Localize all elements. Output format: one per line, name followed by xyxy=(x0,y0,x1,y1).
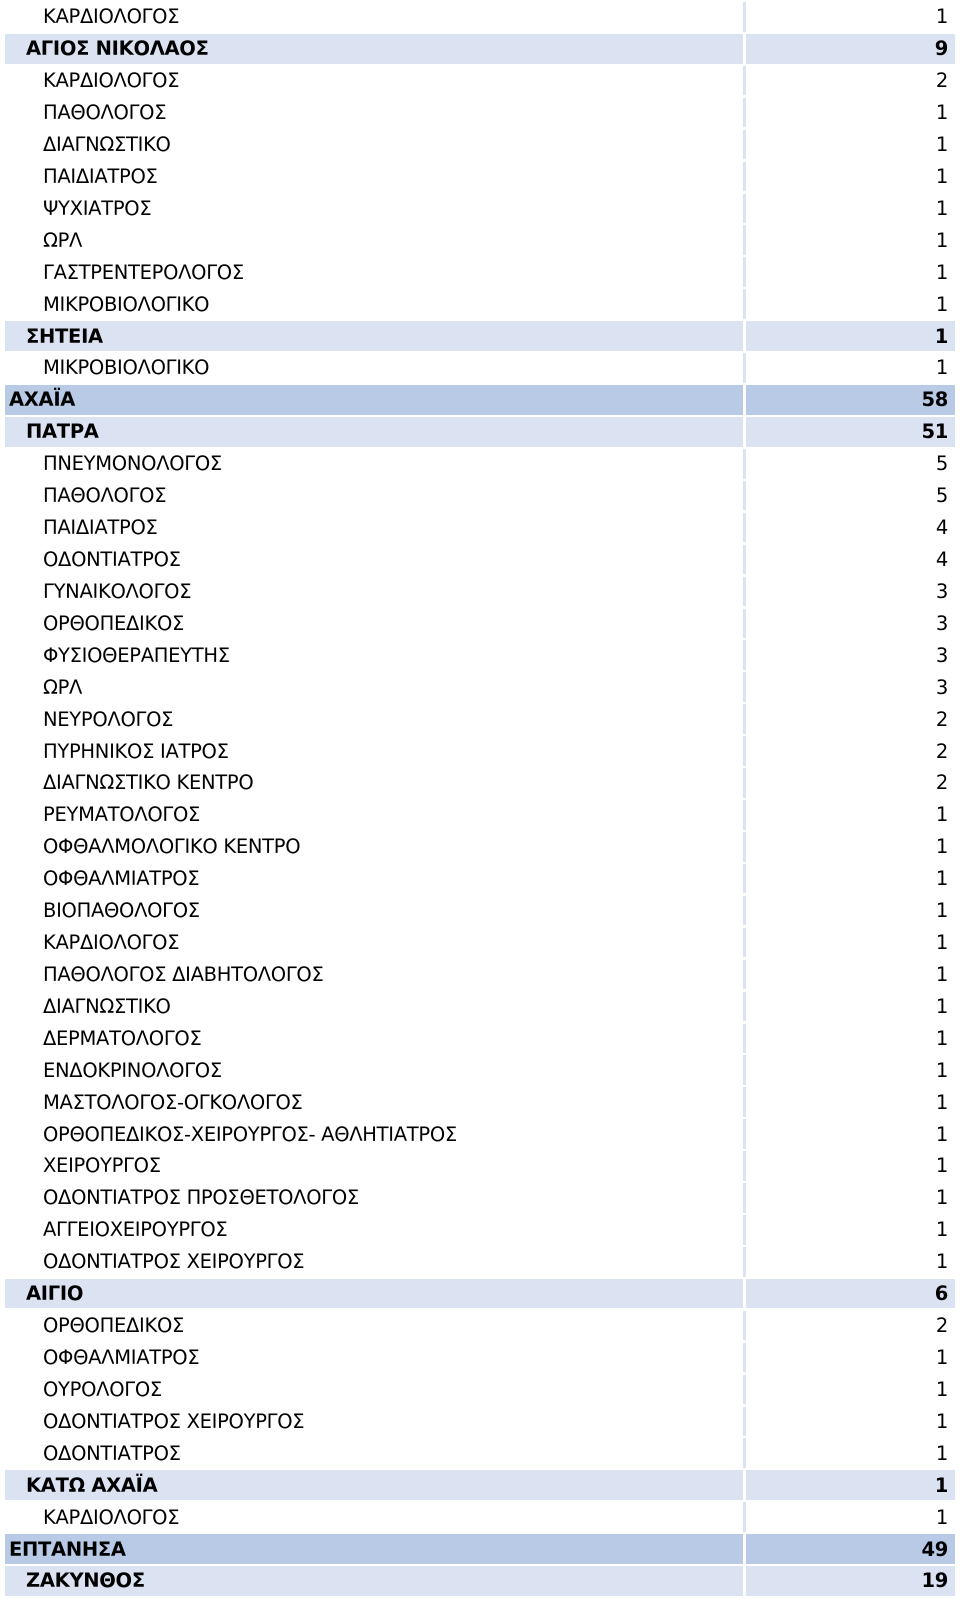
specialty-row xyxy=(5,1343,955,1373)
value-cell xyxy=(746,481,955,511)
row-label: ΠΑΤΡΑ xyxy=(26,420,99,444)
label-cell xyxy=(5,321,746,351)
value-cell xyxy=(746,257,955,287)
label-cell xyxy=(5,194,746,224)
label-cell xyxy=(5,257,746,287)
specialty-row xyxy=(5,577,955,607)
row-label: ΚΑΡΔΙΟΛΟΓΟΣ xyxy=(43,1505,180,1529)
row-count: 1 xyxy=(935,1186,948,1210)
specialty-row xyxy=(5,98,955,128)
row-count: 1 xyxy=(935,5,948,29)
row-label: ΚΑΡΔΙΟΛΟΓΟΣ xyxy=(43,931,180,955)
specialty-row xyxy=(5,768,955,798)
value-cell xyxy=(746,672,955,702)
specialty-row xyxy=(5,960,955,990)
value-cell xyxy=(746,960,955,990)
row-count: 3 xyxy=(935,611,948,635)
specialty-row xyxy=(5,1502,955,1532)
specialty-row xyxy=(5,1215,955,1245)
row-count: 4 xyxy=(935,547,948,571)
value-cell xyxy=(746,609,955,639)
row-label: ΟΦΘΑΛΜΙΑΤΡΟΣ xyxy=(43,1346,200,1370)
row-count: 1 xyxy=(935,835,948,859)
specialty-row xyxy=(5,1055,955,1085)
label-cell xyxy=(5,449,746,479)
row-label: ΒΙΟΠΑΘΟΛΟΓΟΣ xyxy=(43,899,200,923)
row-label: ΑΧΑΪΑ xyxy=(9,388,76,412)
city-row xyxy=(5,1279,955,1309)
row-count: 5 xyxy=(935,452,948,476)
label-cell xyxy=(5,34,746,64)
label-cell xyxy=(5,640,746,670)
label-cell xyxy=(5,545,746,575)
row-count: 2 xyxy=(935,707,948,731)
row-count: 2 xyxy=(935,1314,948,1338)
value-cell xyxy=(746,1375,955,1405)
specialty-row xyxy=(5,162,955,192)
row-count: 49 xyxy=(921,1537,948,1561)
value-cell xyxy=(746,1311,955,1341)
city-row xyxy=(5,321,955,351)
specialty-row xyxy=(5,1311,955,1341)
specialty-row xyxy=(5,864,955,894)
row-label: ΠΑΘΟΛΟΓΟΣ ΔΙΑΒΗΤΟΛΟΓΟΣ xyxy=(43,962,324,986)
label-cell xyxy=(5,1183,746,1213)
row-label: ΟΦΘΑΛΜΟΛΟΓΙΚΟ ΚΕΝΤΡΟ xyxy=(43,835,301,859)
specialty-row xyxy=(5,353,955,383)
label-cell xyxy=(5,896,746,926)
row-label: ΩΡΛ xyxy=(43,675,83,699)
row-label: ΑΓΓΕΙΟΧΕΙΡΟΥΡΓΟΣ xyxy=(43,1218,228,1242)
value-cell xyxy=(746,1215,955,1245)
label-cell xyxy=(5,800,746,830)
row-label: ΠΑΘΟΛΟΓΟΣ xyxy=(43,484,167,508)
label-cell xyxy=(5,1119,746,1149)
specialty-row xyxy=(5,513,955,543)
value-cell xyxy=(746,992,955,1022)
row-label: ΠΥΡΗΝΙΚΟΣ ΙΑΤΡΟΣ xyxy=(43,739,229,763)
label-cell xyxy=(5,385,746,415)
row-label: ΔΕΡΜΑΤΟΛΟΓΟΣ xyxy=(43,1026,202,1050)
city-row xyxy=(5,1470,955,1500)
value-cell xyxy=(746,1024,955,1054)
value-cell xyxy=(746,768,955,798)
row-count: 1 xyxy=(935,228,948,252)
row-label: ΝΕΥΡΟΛΟΓΟΣ xyxy=(43,707,174,731)
row-label: ΜΙΚΡΟΒΙΟΛΟΓΙΚΟ xyxy=(43,356,210,380)
label-cell xyxy=(5,864,746,894)
value-cell xyxy=(746,640,955,670)
row-label: ΓΑΣΤΡΕΝΤΕΡΟΛΟΓΟΣ xyxy=(43,260,244,284)
specialty-row xyxy=(5,130,955,160)
value-cell xyxy=(746,800,955,830)
value-cell xyxy=(746,1183,955,1213)
specialty-row xyxy=(5,1375,955,1405)
specialty-row xyxy=(5,704,955,734)
label-cell xyxy=(5,672,746,702)
value-cell xyxy=(746,1438,955,1468)
specialty-row xyxy=(5,1119,955,1149)
row-label: ΟΡΘΟΠΕΔΙΚΟΣ xyxy=(43,611,185,635)
label-cell xyxy=(5,1087,746,1117)
value-cell xyxy=(746,928,955,958)
row-label: ΜΙΚΡΟΒΙΟΛΟΓΙΚΟ xyxy=(43,292,210,316)
label-cell xyxy=(5,1502,746,1532)
label-cell xyxy=(5,353,746,383)
row-label: ΣΗΤΕΙΑ xyxy=(26,324,103,348)
row-label: ΡΕΥΜΑΤΟΛΟΓΟΣ xyxy=(43,803,201,827)
row-count: 1 xyxy=(935,1154,948,1178)
specialty-row xyxy=(5,1087,955,1117)
row-label: ΜΑΣΤΟΛΟΓΟΣ-ΟΓΚΟΛΟΓΟΣ xyxy=(43,1090,303,1114)
label-cell xyxy=(5,736,746,766)
row-label: ΔΙΑΓΝΩΣΤΙΚΟ ΚΕΝΤΡΟ xyxy=(43,771,254,795)
label-cell xyxy=(5,1311,746,1341)
row-count: 2 xyxy=(935,771,948,795)
row-label: ΑΙΓΙΟ xyxy=(26,1282,84,1306)
row-label: ΟΔΟΝΤΙΑΤΡΟΣ ΧΕΙΡΟΥΡΓΟΣ xyxy=(43,1409,305,1433)
value-cell xyxy=(746,353,955,383)
specialty-row xyxy=(5,1438,955,1468)
value-cell xyxy=(746,864,955,894)
label-cell xyxy=(5,1279,746,1309)
label-cell xyxy=(5,960,746,990)
label-cell xyxy=(5,1407,746,1437)
row-label: ΟΦΘΑΛΜΙΑΤΡΟΣ xyxy=(43,867,200,891)
value-cell xyxy=(746,1502,955,1532)
specialty-row xyxy=(5,481,955,511)
value-cell xyxy=(746,1151,955,1181)
label-cell xyxy=(5,162,746,192)
specialty-row xyxy=(5,2,955,32)
row-label: ΠΑΙΔΙΑΤΡΟΣ xyxy=(43,516,158,540)
row-count: 2 xyxy=(935,739,948,763)
label-cell xyxy=(5,704,746,734)
value-cell xyxy=(746,449,955,479)
label-cell xyxy=(5,1247,746,1277)
row-count: 58 xyxy=(921,388,948,412)
value-cell xyxy=(746,66,955,96)
value-cell xyxy=(746,577,955,607)
row-label: ΔΙΑΓΝΩΣΤΙΚΟ xyxy=(43,132,171,156)
value-cell xyxy=(746,1534,955,1564)
label-cell xyxy=(5,832,746,862)
specialty-row xyxy=(5,992,955,1022)
specialty-row xyxy=(5,736,955,766)
row-label: ΕΠΤΑΝΗΣΑ xyxy=(9,1537,126,1561)
row-label: ΟΥΡΟΛΟΓΟΣ xyxy=(43,1377,162,1401)
row-label: ΖΑΚΥΝΘΟΣ xyxy=(26,1569,145,1593)
value-cell xyxy=(746,289,955,319)
row-label: ΚΑΡΔΙΟΛΟΓΟΣ xyxy=(43,5,180,29)
value-cell xyxy=(746,513,955,543)
specialty-row xyxy=(5,545,955,575)
row-label: ΓΥΝΑΙΚΟΛΟΓΟΣ xyxy=(43,579,192,603)
row-count: 6 xyxy=(934,1282,948,1306)
value-cell xyxy=(746,130,955,160)
row-count: 1 xyxy=(935,1409,948,1433)
row-count: 1 xyxy=(935,1377,948,1401)
value-cell xyxy=(746,98,955,128)
value-cell xyxy=(746,896,955,926)
row-count: 1 xyxy=(935,132,948,156)
value-cell xyxy=(746,1119,955,1149)
row-label: ΟΔΟΝΤΙΑΤΡΟΣ ΧΕΙΡΟΥΡΓΟΣ xyxy=(43,1250,305,1274)
label-cell xyxy=(5,98,746,128)
value-cell xyxy=(746,417,955,447)
row-label: ΚΑΤΩ ΑΧΑΪΑ xyxy=(26,1473,158,1497)
label-cell xyxy=(5,1566,746,1596)
value-cell xyxy=(746,321,955,351)
row-label: ΔΙΑΓΝΩΣΤΙΚΟ xyxy=(43,994,171,1018)
row-label: ΟΡΘΟΠΕΔΙΚΟΣ xyxy=(43,1314,185,1338)
value-cell xyxy=(746,736,955,766)
label-cell xyxy=(5,1375,746,1405)
row-count: 1 xyxy=(935,1250,948,1274)
row-count: 19 xyxy=(921,1569,948,1593)
row-label: ΟΔΟΝΤΙΑΤΡΟΣ ΠΡΟΣΘΕΤΟΛΟΓΟΣ xyxy=(43,1186,359,1210)
label-cell xyxy=(5,289,746,319)
row-count: 5 xyxy=(935,484,948,508)
row-count: 1 xyxy=(935,1026,948,1050)
row-count: 3 xyxy=(935,675,948,699)
label-cell xyxy=(5,1215,746,1245)
row-count: 1 xyxy=(935,260,948,284)
row-count: 9 xyxy=(934,37,948,61)
value-cell xyxy=(746,2,955,32)
row-count: 1 xyxy=(935,292,948,316)
specialty-row xyxy=(5,800,955,830)
row-count: 1 xyxy=(935,1218,948,1242)
city-row xyxy=(5,1566,955,1596)
specialty-row xyxy=(5,1151,955,1181)
row-count: 3 xyxy=(935,579,948,603)
label-cell xyxy=(5,992,746,1022)
value-cell xyxy=(746,1566,955,1596)
specialty-row xyxy=(5,1407,955,1437)
value-cell xyxy=(746,704,955,734)
label-cell xyxy=(5,577,746,607)
label-cell xyxy=(5,481,746,511)
value-cell xyxy=(746,1087,955,1117)
row-count: 1 xyxy=(935,1441,948,1465)
label-cell xyxy=(5,513,746,543)
label-cell xyxy=(5,1151,746,1181)
row-count: 1 xyxy=(935,101,948,125)
row-count: 1 xyxy=(935,994,948,1018)
row-label: ΠΑΘΟΛΟΓΟΣ xyxy=(43,101,167,125)
label-cell xyxy=(5,225,746,255)
city-row xyxy=(5,417,955,447)
value-cell xyxy=(746,1407,955,1437)
row-count: 1 xyxy=(934,1473,948,1497)
row-count: 1 xyxy=(935,356,948,380)
row-count: 1 xyxy=(935,803,948,827)
row-count: 1 xyxy=(935,962,948,986)
row-count: 1 xyxy=(935,899,948,923)
value-cell xyxy=(746,162,955,192)
specialty-count-table xyxy=(5,2,955,1598)
specialty-row xyxy=(5,1247,955,1277)
value-cell xyxy=(746,832,955,862)
label-cell xyxy=(5,66,746,96)
region-row xyxy=(5,1534,955,1564)
row-count: 1 xyxy=(935,867,948,891)
row-count: 1 xyxy=(935,1346,948,1370)
specialty-row xyxy=(5,832,955,862)
specialty-row xyxy=(5,1024,955,1054)
row-label: ΕΝΔΟΚΡΙΝΟΛΟΓΟΣ xyxy=(43,1058,222,1082)
specialty-row xyxy=(5,640,955,670)
value-cell xyxy=(746,1470,955,1500)
row-label: ΠΝΕΥΜΟΝΟΛΟΓΟΣ xyxy=(43,452,222,476)
row-count: 1 xyxy=(935,931,948,955)
label-cell xyxy=(5,768,746,798)
row-count: 1 xyxy=(935,1122,948,1146)
row-count: 1 xyxy=(935,164,948,188)
row-label: ΨΥΧΙΑΤΡΟΣ xyxy=(43,196,152,220)
row-count: 4 xyxy=(935,516,948,540)
row-count: 3 xyxy=(935,643,948,667)
row-label: ΦΥΣΙΟΘΕΡΑΠΕΥΤΗΣ xyxy=(43,643,230,667)
specialty-row xyxy=(5,672,955,702)
label-cell xyxy=(5,417,746,447)
label-cell xyxy=(5,130,746,160)
value-cell xyxy=(746,225,955,255)
label-cell xyxy=(5,1024,746,1054)
value-cell xyxy=(746,1343,955,1373)
row-label: ΟΔΟΝΤΙΑΤΡΟΣ xyxy=(43,547,181,571)
specialty-row xyxy=(5,449,955,479)
row-count: 1 xyxy=(935,1090,948,1114)
value-cell xyxy=(746,1055,955,1085)
value-cell xyxy=(746,1279,955,1309)
row-count: 51 xyxy=(921,420,948,444)
row-label: ΚΑΡΔΙΟΛΟΓΟΣ xyxy=(43,69,180,93)
specialty-row xyxy=(5,66,955,96)
label-cell xyxy=(5,928,746,958)
label-cell xyxy=(5,2,746,32)
value-cell xyxy=(746,34,955,64)
row-label: ΑΓΙΟΣ ΝΙΚΟΛΑΟΣ xyxy=(26,37,209,61)
label-cell xyxy=(5,609,746,639)
value-cell xyxy=(746,545,955,575)
label-cell xyxy=(5,1055,746,1085)
row-count: 1 xyxy=(935,1058,948,1082)
specialty-row xyxy=(5,225,955,255)
specialty-row xyxy=(5,289,955,319)
row-label: ΠΑΙΔΙΑΤΡΟΣ xyxy=(43,164,158,188)
label-cell xyxy=(5,1534,746,1564)
specialty-row xyxy=(5,257,955,287)
region-row xyxy=(5,385,955,415)
value-cell xyxy=(746,385,955,415)
value-cell xyxy=(746,1247,955,1277)
specialty-row xyxy=(5,896,955,926)
row-count: 1 xyxy=(934,324,948,348)
specialty-row xyxy=(5,194,955,224)
row-count: 1 xyxy=(935,196,948,220)
row-label: ΟΡΘΟΠΕΔΙΚΟΣ-ΧΕΙΡΟΥΡΓΟΣ- ΑΘΛΗΤΙΑΤΡΟΣ xyxy=(43,1122,457,1146)
specialty-row xyxy=(5,609,955,639)
row-count: 1 xyxy=(935,1505,948,1529)
value-cell xyxy=(746,194,955,224)
label-cell xyxy=(5,1343,746,1373)
specialty-row xyxy=(5,928,955,958)
label-cell xyxy=(5,1438,746,1468)
row-label: ΩΡΛ xyxy=(43,228,83,252)
label-cell xyxy=(5,1470,746,1500)
row-label: ΧΕΙΡΟΥΡΓΟΣ xyxy=(43,1154,161,1178)
city-row xyxy=(5,34,955,64)
row-count: 2 xyxy=(935,69,948,93)
specialty-row xyxy=(5,1183,955,1213)
row-label: ΟΔΟΝΤΙΑΤΡΟΣ xyxy=(43,1441,181,1465)
